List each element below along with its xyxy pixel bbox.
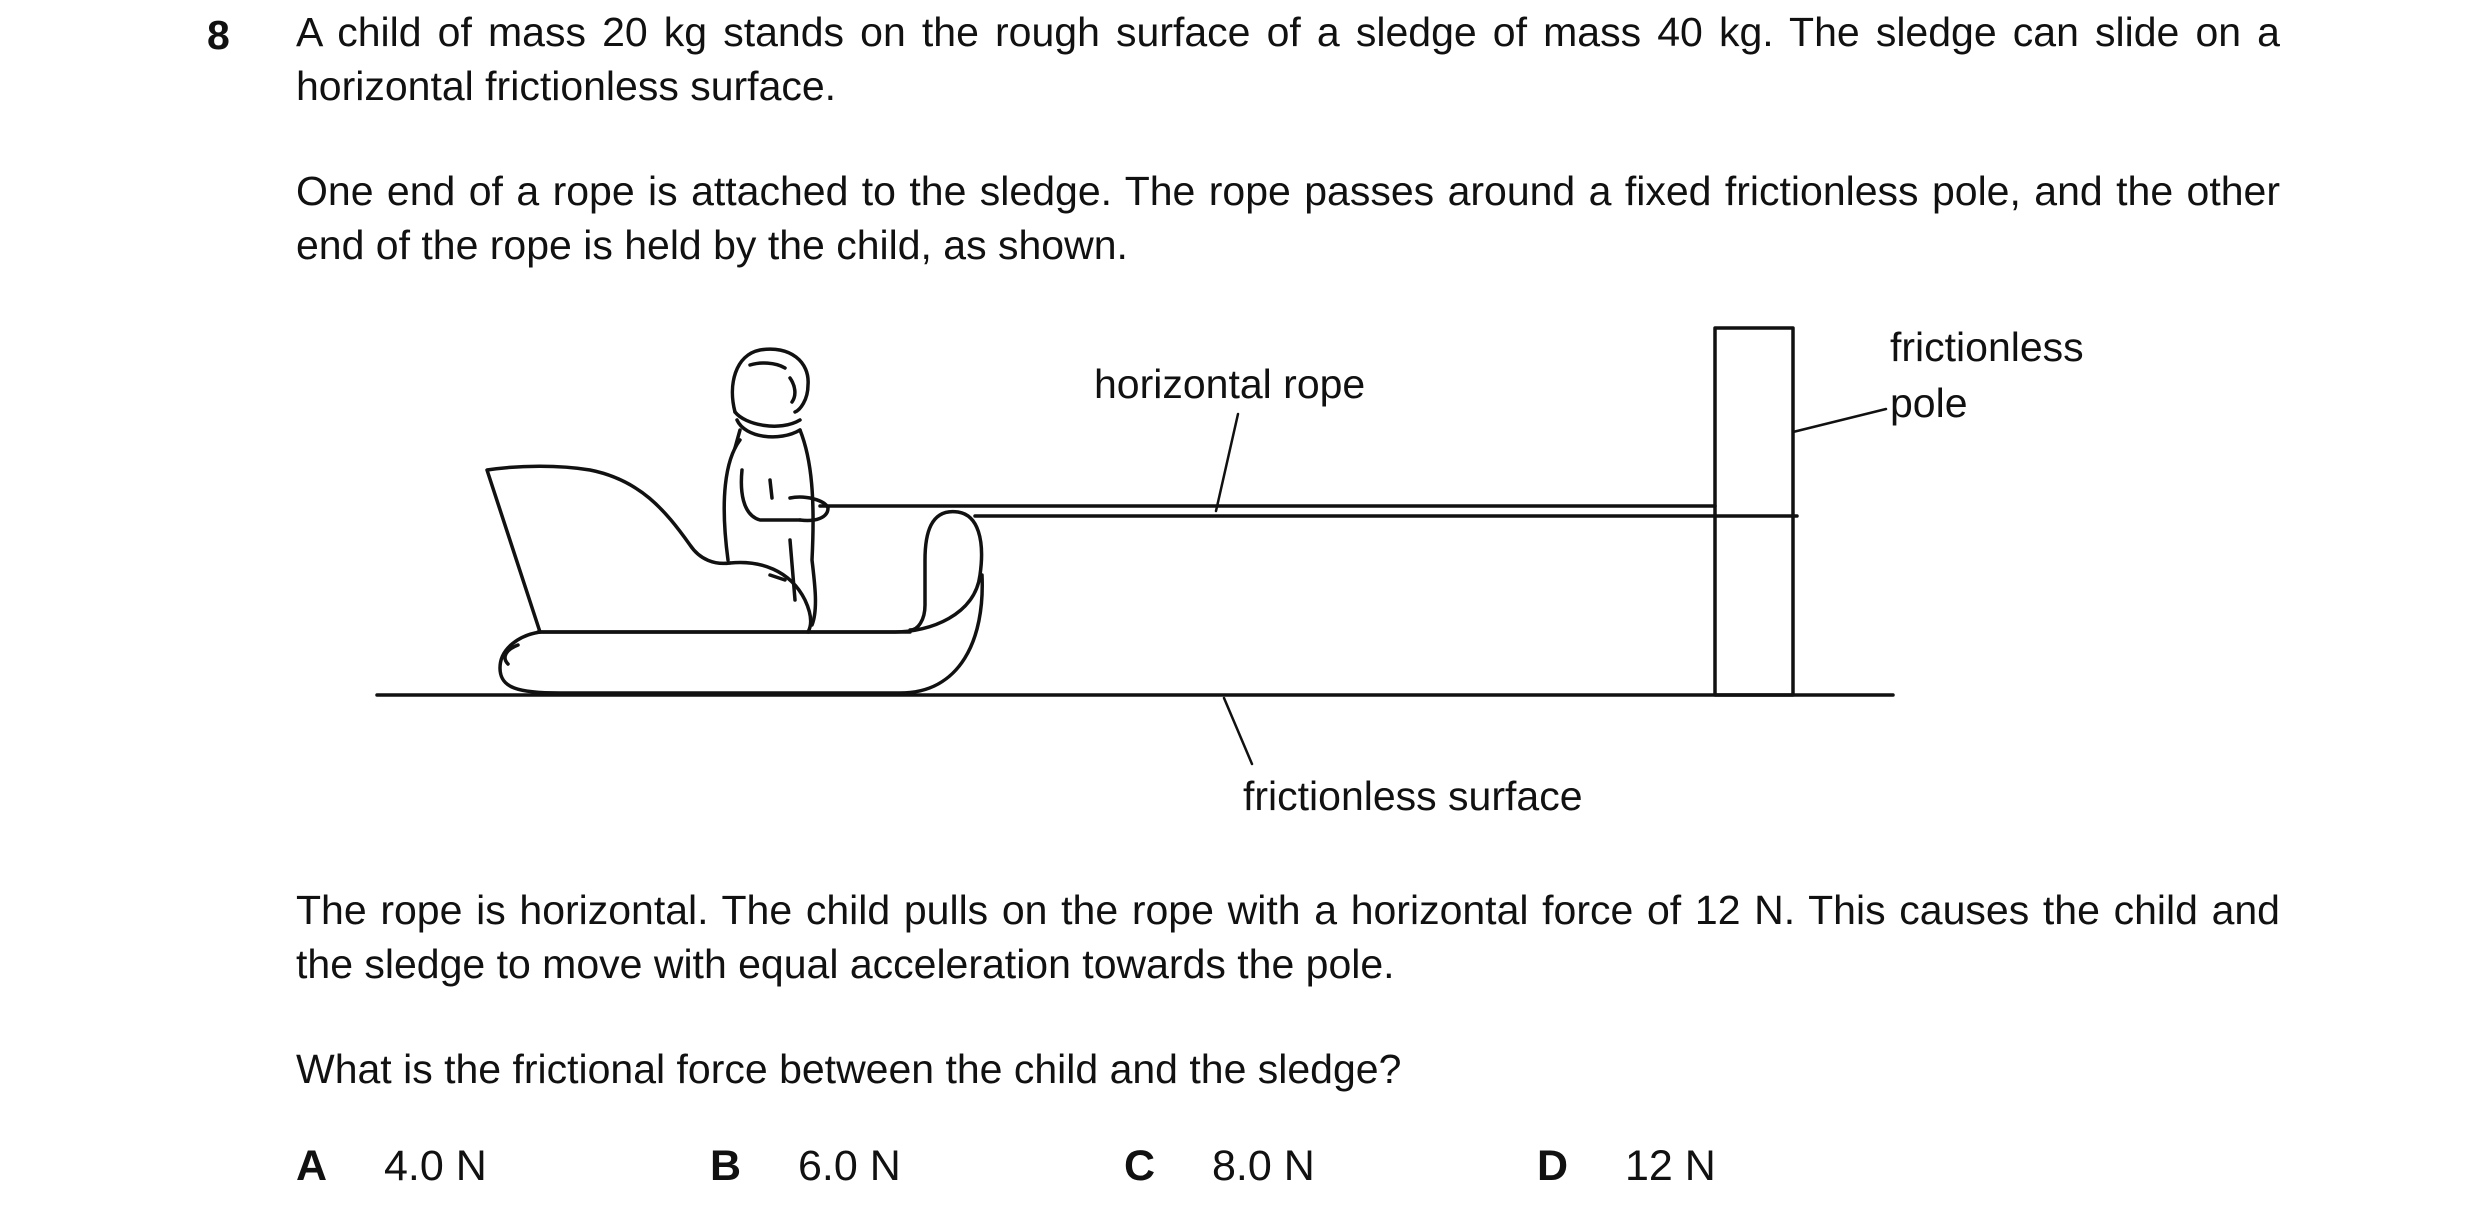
option-d-letter: D: [1537, 1142, 1569, 1190]
child-figure: [724, 349, 828, 625]
option-c-letter: C: [1124, 1142, 1156, 1190]
question-number: 8: [207, 12, 230, 58]
pole-leader: [1793, 409, 1886, 432]
sledge-runner: [540, 512, 982, 632]
sledge-back: [487, 466, 730, 632]
label-frictionless-surface: frictionless surface: [1243, 773, 1583, 819]
option-d-value: 12 N: [1625, 1142, 1716, 1190]
pole: [1715, 328, 1793, 695]
option-b-value: 6.0 N: [798, 1142, 901, 1190]
option-c[interactable]: [1124, 1139, 1315, 1193]
surface-leader: [1224, 698, 1252, 764]
question-paragraph-4: What is the frictional force between the child and the sledge?: [296, 1046, 1402, 1092]
question-paragraph-1: A child of mass 20 kg stands on the rough surface of a sledge of mass 40 kg. The sledge can slide on a horizontal frictionless surface.: [296, 9, 2280, 109]
option-d[interactable]: [1537, 1139, 1716, 1193]
option-a[interactable]: [296, 1139, 487, 1193]
label-frictionless-pole-line2: pole: [1890, 380, 1968, 426]
option-b-letter: B: [710, 1142, 742, 1190]
option-c-value: 8.0 N: [1212, 1142, 1315, 1190]
question-paragraph-3: The rope is horizontal. The child pulls on the rope with a horizontal force of 12 N. This causes the child and the sledge to move with equal acceleration towards the pole.: [296, 887, 2280, 987]
option-a-value: 4.0 N: [384, 1142, 487, 1190]
question-paragraph-2: One end of a rope is attached to the sledge. The rope passes around a fixed frictionless pole, and the other end of the rope is held by the child, as shown.: [296, 168, 2280, 268]
option-a-letter: A: [296, 1142, 328, 1190]
label-frictionless-pole-line1: frictionless: [1890, 324, 2084, 370]
option-b[interactable]: [710, 1139, 901, 1193]
label-horizontal-rope: horizontal rope: [1094, 361, 1366, 407]
rope-leader: [1216, 414, 1238, 511]
